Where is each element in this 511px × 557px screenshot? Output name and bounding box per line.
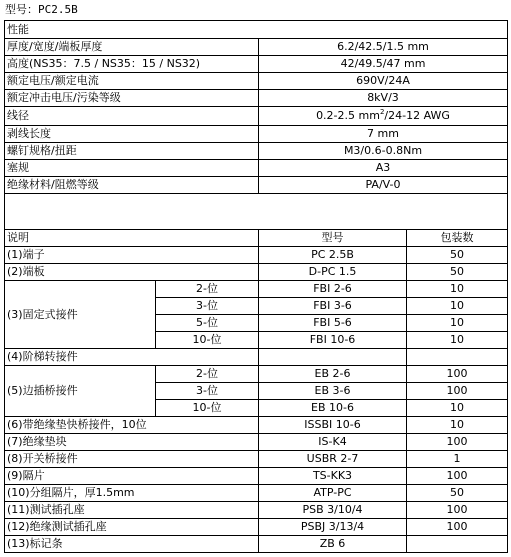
position-count: 3-位 — [156, 298, 259, 315]
accessory-model — [259, 349, 407, 366]
accessory-row — [5, 451, 508, 468]
spacer-row — [5, 194, 508, 230]
spec-table — [4, 20, 508, 553]
accessory-row — [5, 502, 508, 519]
accessory-qty: 100 — [407, 519, 508, 536]
accessory-qty: 100 — [407, 366, 508, 383]
accessory-desc: (9)隔片 — [5, 468, 259, 485]
spec-label: 高度(NS35：7.5 / NS35：15 / NS32) — [5, 56, 259, 73]
spec-row — [5, 39, 508, 56]
accessory-model: ISSBI 10-6 — [259, 417, 407, 434]
accessory-row — [5, 366, 508, 383]
accessory-desc: (5)边插桥接件 — [5, 366, 156, 417]
accessory-model: EB 2-6 — [259, 366, 407, 383]
accessory-desc: (7)绝缘垫块 — [5, 434, 259, 451]
spec-label: 额定电压/额定电流 — [5, 73, 259, 90]
spec-row — [5, 90, 508, 107]
position-count: 2-位 — [156, 281, 259, 298]
spec-value: 8kV/3 — [259, 90, 508, 107]
accessory-row — [5, 247, 508, 264]
spec-label: 塞规 — [5, 160, 259, 177]
position-count: 10-位 — [156, 332, 259, 349]
accessory-model: EB 10-6 — [259, 400, 407, 417]
spec-sheet — [4, 0, 507, 553]
accessory-desc: (1)端子 — [5, 247, 259, 264]
awg-range: /24-12 AWG — [384, 109, 450, 122]
spec-value: M3/0.6-0.8Nm — [259, 143, 508, 160]
accessory-model: PSBJ 3/13/4 — [259, 519, 407, 536]
accessory-desc: (13)标记条 — [5, 536, 259, 553]
accessory-model: EB 3-6 — [259, 383, 407, 400]
accessory-row — [5, 417, 508, 434]
spec-label: 绝缘材料/阻燃等级 — [5, 177, 259, 194]
wire-range: 0.2-2.5 mm — [316, 109, 380, 122]
accessory-desc: (4)阶梯转接件 — [5, 349, 259, 366]
spec-value: 42/49.5/47 mm — [259, 56, 508, 73]
position-count: 2-位 — [156, 366, 259, 383]
accessory-desc: (2)端板 — [5, 264, 259, 281]
accessory-model: ZB 6 — [259, 536, 407, 553]
accessory-model: TS-KK3 — [259, 468, 407, 485]
accessory-header-row — [5, 230, 508, 247]
position-count: 5-位 — [156, 315, 259, 332]
accessory-qty: 100 — [407, 383, 508, 400]
accessory-qty: 10 — [407, 298, 508, 315]
accessory-desc: (8)开关桥接件 — [5, 451, 259, 468]
accessory-row — [5, 264, 508, 281]
header-desc: 说明 — [5, 230, 259, 247]
accessory-qty: 10 — [407, 281, 508, 298]
section-title: 性能 — [5, 21, 508, 39]
accessory-row — [5, 434, 508, 451]
spec-row — [5, 107, 508, 126]
accessory-model: FBI 2-6 — [259, 281, 407, 298]
accessory-desc: (12)绝缘测试插孔座 — [5, 519, 259, 536]
accessory-qty: 10 — [407, 417, 508, 434]
accessory-qty: 50 — [407, 264, 508, 281]
accessory-desc: (6)带绝缘垫快桥接件，10位 — [5, 417, 259, 434]
spec-row — [5, 143, 508, 160]
accessory-qty: 100 — [407, 502, 508, 519]
accessory-model: USBR 2-7 — [259, 451, 407, 468]
spec-label: 螺钉规格/扭距 — [5, 143, 259, 160]
accessory-model: FBI 5-6 — [259, 315, 407, 332]
accessory-row — [5, 468, 508, 485]
accessory-qty — [407, 349, 508, 366]
model-value: PC2.5B — [38, 3, 78, 16]
accessory-qty: 50 — [407, 247, 508, 264]
model-label: 型号： — [5, 3, 38, 16]
accessory-desc: (11)测试插孔座 — [5, 502, 259, 519]
spec-row — [5, 73, 508, 90]
spec-row — [5, 126, 508, 143]
section-title-row — [5, 21, 508, 39]
header-model: 型号 — [259, 230, 407, 247]
spec-value: 7 mm — [259, 126, 508, 143]
accessory-row — [5, 349, 508, 366]
superscript: 2 — [379, 108, 385, 116]
spec-label: 厚度/宽度/端板厚度 — [5, 39, 259, 56]
position-count: 3-位 — [156, 383, 259, 400]
accessory-row — [5, 519, 508, 536]
accessory-qty — [407, 536, 508, 553]
accessory-qty: 10 — [407, 332, 508, 349]
header-qty: 包装数 — [407, 230, 508, 247]
accessory-model: PSB 3/10/4 — [259, 502, 407, 519]
accessory-row — [5, 536, 508, 553]
accessory-qty: 10 — [407, 315, 508, 332]
accessory-model: IS-K4 — [259, 434, 407, 451]
spec-value: 690V/24A — [259, 73, 508, 90]
spec-label: 额定冲击电压/污染等级 — [5, 90, 259, 107]
spec-label: 剥线长度 — [5, 126, 259, 143]
accessory-desc: (10)分组隔片，厚1.5mm — [5, 485, 259, 502]
spec-row — [5, 56, 508, 73]
spacer — [5, 194, 508, 230]
accessory-model: D-PC 1.5 — [259, 264, 407, 281]
accessory-desc: (3)固定式接件 — [5, 281, 156, 349]
accessory-row — [5, 281, 508, 298]
spec-value: 6.2/42.5/1.5 mm — [259, 39, 508, 56]
spec-value: PA/V-0 — [259, 177, 508, 194]
accessory-qty: 1 — [407, 451, 508, 468]
accessory-qty: 50 — [407, 485, 508, 502]
accessory-model: FBI 3-6 — [259, 298, 407, 315]
accessory-model: ATP-PC — [259, 485, 407, 502]
accessory-qty: 100 — [407, 434, 508, 451]
spec-row — [5, 160, 508, 177]
spec-value — [259, 107, 508, 126]
model-line — [4, 0, 507, 20]
accessory-model: PC 2.5B — [259, 247, 407, 264]
accessory-qty: 10 — [407, 400, 508, 417]
position-count: 10-位 — [156, 400, 259, 417]
spec-row — [5, 177, 508, 194]
spec-value: A3 — [259, 160, 508, 177]
accessory-model: FBI 10-6 — [259, 332, 407, 349]
spec-label: 线径 — [5, 107, 259, 126]
accessory-qty: 100 — [407, 468, 508, 485]
accessory-row — [5, 485, 508, 502]
